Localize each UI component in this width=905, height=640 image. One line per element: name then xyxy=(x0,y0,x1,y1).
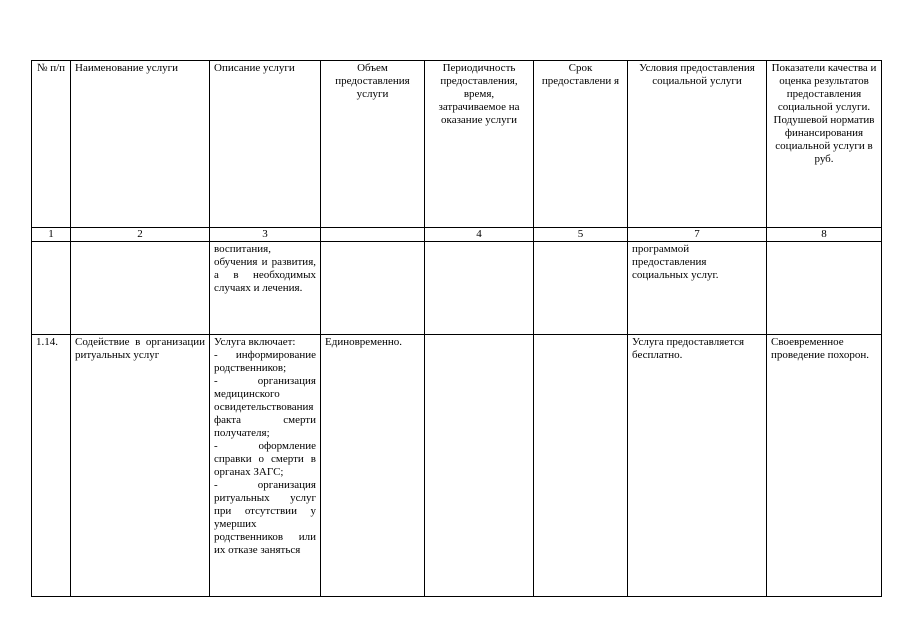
table-cell xyxy=(32,242,71,335)
description-item: - информирование родственников; xyxy=(214,349,316,374)
column-number-row xyxy=(32,228,882,242)
header-volume: Объем предоставления услуги xyxy=(321,61,425,228)
continued-description-cell: воспитания, обучения и развития, а в необходимых случаях и лечения. xyxy=(210,242,321,335)
column-number: 2 xyxy=(71,228,210,242)
header-term: Срок предоставлени я xyxy=(534,61,628,228)
table-cell xyxy=(71,242,210,335)
service-conditions-cell: Услуга предоставляется бесплатно. xyxy=(628,335,767,597)
continued-conditions-cell: программой предоставления социальных услуг. xyxy=(628,242,767,335)
column-number: 3 xyxy=(210,228,321,242)
service-description-cell xyxy=(210,335,321,597)
table-cell xyxy=(767,242,882,335)
header-conditions: Условия предоставления социальной услуги xyxy=(628,61,767,228)
header-service-description: Описание услуги xyxy=(210,61,321,228)
header-quality: Показатели качества и оценка результатов предоставления социальной услуги. Подушевой норматив финансирования социальной услуги в руб. xyxy=(767,61,882,228)
column-number: 4 xyxy=(425,228,534,242)
service-term-cell xyxy=(534,335,628,597)
description-item: - организация ритуальных услуг при отсутствии у умерших родственников или их отказе заняться xyxy=(214,479,316,556)
service-quality-cell: Своевременное проведение похорон. xyxy=(767,335,882,597)
table-cell xyxy=(425,242,534,335)
header-periodicity: Периодичность предоставления, время, затрачиваемое на оказание услуги xyxy=(425,61,534,228)
header-service-name: Наименование услуги xyxy=(71,61,210,228)
column-number: 8 xyxy=(767,228,882,242)
column-number: 1 xyxy=(32,228,71,242)
table-row xyxy=(32,242,882,335)
service-name-cell: Содействие в организации ритуальных услуг xyxy=(71,335,210,597)
service-number-cell: 1.14. xyxy=(32,335,71,597)
description-intro: Услуга включает: xyxy=(214,336,296,348)
service-periodicity-cell xyxy=(425,335,534,597)
service-volume-cell: Единовременно. xyxy=(321,335,425,597)
table-header-row xyxy=(32,61,882,228)
table-cell xyxy=(534,242,628,335)
table-cell xyxy=(321,242,425,335)
column-number: 7 xyxy=(628,228,767,242)
header-number: № п/п xyxy=(32,61,71,228)
services-table xyxy=(31,60,882,597)
column-number xyxy=(321,228,425,242)
description-item: - организация медицинского освидетельствования факта смерти получателя; xyxy=(214,375,316,439)
table-row xyxy=(32,335,882,597)
description-item: - оформление справки о смерти в органах ЗАГС; xyxy=(214,440,316,478)
column-number: 5 xyxy=(534,228,628,242)
